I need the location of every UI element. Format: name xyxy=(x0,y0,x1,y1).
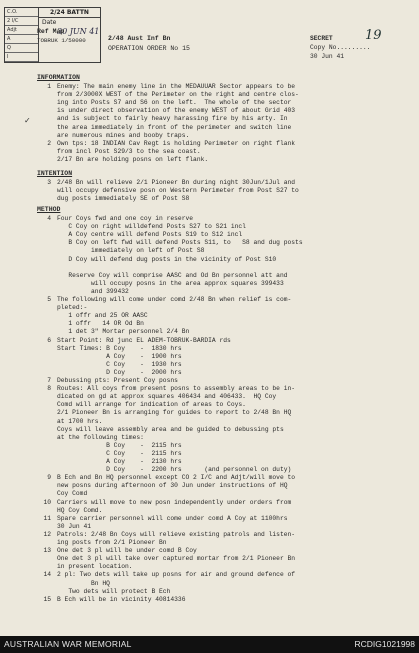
text-line xyxy=(37,571,407,579)
text-line xyxy=(37,401,407,409)
paragraph-text: Debussing pts: Present Coy posns xyxy=(57,377,178,384)
text-line xyxy=(37,555,407,563)
paragraph-text: 2 pl: Two dets will take up posns for air and ground defence of xyxy=(57,571,296,579)
paragraph-text: Coy Comd xyxy=(57,490,88,498)
paragraph-text: Start Point: Rd junc EL ADEM-TOBRUK-BARDIA rds xyxy=(57,336,231,344)
text-line xyxy=(37,490,407,498)
text-line xyxy=(37,474,407,482)
text-line xyxy=(37,507,407,515)
text-line xyxy=(37,280,407,288)
text-line xyxy=(37,409,407,417)
paragraph-text: Routes: All coys from present posns to assembly areas to be in- xyxy=(57,385,296,393)
paragraph-text: 1 det 3" Mortar personnel 2/4 Bn xyxy=(57,328,190,336)
margin-mark: ✓ xyxy=(24,116,31,125)
text-line xyxy=(37,539,407,547)
paragraph-text: will occupy posns in the area approx squares 399433 xyxy=(57,279,284,287)
paragraph-text: D Coy - 2200 hrs (and personnel on duty) xyxy=(57,466,292,474)
paragraph-number: 6 xyxy=(47,336,51,344)
paragraph-text: D Coy will defend dug posts in the vicinity of Post S10 xyxy=(57,255,277,263)
text-line xyxy=(37,272,407,280)
paragraph-text: Coys will leave assembly area and be guided to debussing pts xyxy=(57,425,284,433)
text-line xyxy=(37,223,407,231)
paragraph-text: Carriers will move to new posn independently under orders from xyxy=(57,498,292,506)
text-line xyxy=(37,239,407,247)
paragraph-text: at the following times: xyxy=(57,433,144,441)
paragraph-text: is under direct observation of the enemy WEST of about Grid 403 xyxy=(57,107,296,115)
paragraph-text: Spare carrier personnel will come under comd A Coy at 1100hrs xyxy=(57,514,288,522)
paragraph-text: Own tps: 18 INDIAN Cav Regt is holding Perimeter on right flank xyxy=(57,139,296,147)
paragraph-text: ing posts from 2/1 Pioneer Bn xyxy=(57,539,167,546)
paragraph-text: A Coy - 1900 hrs xyxy=(57,352,182,360)
paragraph-text: are numerous mines and booby traps. xyxy=(57,131,190,139)
paragraph-text: immediately on left of Post S8 xyxy=(57,247,205,255)
text-line xyxy=(37,231,407,239)
stamp-unit: 2/24 BATTN xyxy=(39,8,100,18)
paragraph-number: 2 xyxy=(47,139,51,147)
paragraph-number: 1 xyxy=(47,83,51,90)
text-line xyxy=(37,296,407,304)
paragraph-text: C Coy - 1930 hrs xyxy=(57,360,182,368)
paragraph-text: Start Times: B Coy - 1830 hrs xyxy=(57,344,182,352)
paragraph-text: at 1700 hrs. xyxy=(57,417,103,425)
text-line xyxy=(37,179,407,187)
paragraph-text: One det 3 pl will take over captured mortar from 2/1 Pioneer Bn xyxy=(57,555,296,563)
paragraph-number: 4 xyxy=(47,215,51,222)
paragraph-text: B Coy on left fwd will defend Posts S11, to S8 and dug posts xyxy=(57,239,303,247)
paragraph-text: Two dets will protect B Ech xyxy=(57,587,171,595)
folio-number: 19 xyxy=(365,28,382,43)
text-line xyxy=(37,450,407,458)
stamp-row: Q xyxy=(5,44,38,53)
paragraph-text: C Coy on right willdefend Posts S27 to S21 incl xyxy=(57,223,246,231)
stamp-row: C.O. xyxy=(5,8,38,17)
paragraph-number: 12 xyxy=(43,530,51,538)
text-line xyxy=(37,328,407,336)
paragraph-number: 5 xyxy=(47,296,51,303)
paragraph-text: in present location. xyxy=(57,563,133,571)
text-line xyxy=(37,547,407,555)
text-line xyxy=(37,115,407,123)
paragraph-number: 10 xyxy=(43,498,51,506)
paragraph-number: 7 xyxy=(47,377,51,384)
text-line xyxy=(37,288,407,296)
paragraph-text: new posns during afternoon of 30 Jun under instructions of HQ xyxy=(57,482,288,490)
paragraph-text: will occupy defensive posn on Western Perimeter from Post S27 to xyxy=(57,187,299,195)
text-line xyxy=(37,588,407,596)
text-line xyxy=(37,434,407,442)
paragraph-text: and is subject to fairly heavy harassing fire by his arty. In xyxy=(57,115,288,123)
paragraph-text: Four Coys fwd and one coy in reserve xyxy=(57,215,194,222)
text-line xyxy=(37,107,407,115)
text-line xyxy=(37,132,407,140)
archive-reference: RCDIG1021998 xyxy=(354,639,415,649)
stamp-date-label: Date xyxy=(42,19,57,26)
text-line xyxy=(37,247,407,255)
text-line xyxy=(37,466,407,474)
paragraph-text: from incl Post S29/3 to the sea coast. xyxy=(57,147,201,155)
text-line xyxy=(37,515,407,523)
paragraph-text: 2/17 Bn are holding posns on left flank. xyxy=(57,155,209,163)
paragraph-text: B Ech and Bn HQ personnel except CO 2 I/C and Adjt/will move to xyxy=(57,474,296,482)
paragraph-text: One det 3 pl will be under comd B Coy xyxy=(57,547,197,555)
text-line xyxy=(37,499,407,507)
section-intention: INTENTION xyxy=(37,170,73,177)
text-line xyxy=(37,482,407,490)
paragraph-text: The following will come under comd 2/48 Bn when relief is com- xyxy=(57,296,292,303)
text-line xyxy=(37,148,407,156)
paragraph-text: and 399432 xyxy=(57,287,129,295)
text-line xyxy=(37,83,407,91)
text-line xyxy=(37,353,407,361)
paragraph-text: 30 Jun 41 xyxy=(57,522,92,530)
paragraph-number: 3 xyxy=(47,179,51,186)
text-line xyxy=(37,426,407,434)
text-line xyxy=(37,312,407,320)
paragraph-text: Bn HQ xyxy=(57,579,110,587)
stamp-row: A xyxy=(5,35,38,44)
stamp-row: Adjt xyxy=(5,26,38,35)
paragraph-text: B Ech will be in vicinity 40814336 xyxy=(57,595,186,603)
paragraph-text: dug posts immediately SE of Post S8 xyxy=(57,195,190,203)
paragraph-text: A Coy - 2130 hrs xyxy=(57,458,182,465)
text-line xyxy=(37,91,407,99)
text-line xyxy=(37,393,407,401)
text-line xyxy=(37,320,407,328)
paragraph-text: A Coy centre will defend Posts S19 to S12 incl xyxy=(57,231,243,239)
text-line xyxy=(37,124,407,132)
paragraph-text: C Coy - 2115 hrs xyxy=(57,449,182,457)
text-line xyxy=(37,580,407,588)
map-scale: TOBRUK 1/50000 xyxy=(37,37,86,44)
text-line xyxy=(37,442,407,450)
text-line xyxy=(37,361,407,369)
text-line xyxy=(37,531,407,539)
paragraph-text: dicated on gd at approx squares 406434 and 406433. HQ Coy xyxy=(57,393,277,401)
stamp-distribution-grid xyxy=(5,8,39,62)
paragraph-text: 2/48 Bn will relieve 2/1 Pioneer Bn during night 30Jun/1Jul and xyxy=(57,179,296,186)
text-line xyxy=(37,563,407,571)
text-line xyxy=(37,377,407,385)
section-information: INFORMATION xyxy=(37,74,80,81)
paragraph-text: Enemy: The main enemy line in the MEDAUUAR Sector appears to be xyxy=(57,83,296,90)
text-line xyxy=(37,195,407,203)
text-line xyxy=(37,523,407,531)
paragraph-text: Comd will arrange for indication of areas to Coys. xyxy=(57,401,246,409)
paragraph-text: HQ Coy Comd. xyxy=(57,506,103,514)
archive-footer xyxy=(0,636,419,653)
paragraph-number: 8 xyxy=(47,385,51,393)
paragraph-number: 14 xyxy=(43,571,51,579)
stamp-row: I xyxy=(5,53,38,62)
stamp-row: 2 I/C xyxy=(5,17,38,26)
text-line xyxy=(37,215,407,223)
text-line xyxy=(37,99,407,107)
paragraph-text: D Coy - 2000 hrs xyxy=(57,368,182,376)
paragraph-number: 15 xyxy=(43,595,51,603)
ref-map-label: Ref Map xyxy=(37,28,65,35)
stamp-date-value: 30 JUN 41 xyxy=(57,27,100,36)
paragraph-text: from 2/3000X WEST of the Perimeter on the right and centre clos- xyxy=(57,91,299,99)
text-line xyxy=(37,345,407,353)
paragraph-text: ing into Posts S7 and S6 on the left. The whole of the sector xyxy=(57,99,292,107)
order-date: 30 Jun 41 xyxy=(310,53,345,60)
paragraph-number: 11 xyxy=(43,514,51,522)
paragraph-text: the area immediately in front of the perimeter and switch line xyxy=(57,123,292,131)
text-line xyxy=(37,458,407,466)
classification: SECRET xyxy=(310,35,333,42)
text-line xyxy=(37,337,407,345)
text-line xyxy=(37,187,407,195)
text-line xyxy=(37,596,407,604)
paragraph-number: 13 xyxy=(43,547,51,555)
archive-name: AUSTRALIAN WAR MEMORIAL xyxy=(4,639,132,649)
text-line xyxy=(37,418,407,426)
paragraph-text: 1 offr and 25 OR AASC xyxy=(57,312,148,320)
paragraph-text: 1 offr 14 OR Od Bn xyxy=(57,320,144,328)
unit-title: 2/48 Aust Inf Bn xyxy=(108,35,171,42)
order-title: OPERATION ORDER No 15 xyxy=(108,45,190,52)
copy-number: Copy No......... xyxy=(310,44,371,51)
paragraph-text: pleted:- xyxy=(57,304,88,312)
text-line xyxy=(37,304,407,312)
text-line xyxy=(37,140,407,148)
paragraph-text: B Coy - 2115 hrs xyxy=(57,441,182,449)
paragraph-text: Patrols: 2/48 Bn Coys will relieve existing patrols and listen- xyxy=(57,530,296,538)
text-line xyxy=(37,264,407,272)
text-line xyxy=(37,256,407,264)
paragraph-text: 2/1 Pioneer Bn is arranging for guides to report to 2/48 Bn HQ xyxy=(57,409,292,417)
text-line xyxy=(37,369,407,377)
section-method: METHOD xyxy=(37,206,61,213)
paragraph-text: Reserve Coy will comprise AASC and Od Bn personnel att and xyxy=(57,271,288,279)
text-line xyxy=(37,156,407,164)
paragraph-number: 9 xyxy=(47,474,51,482)
text-line xyxy=(37,385,407,393)
